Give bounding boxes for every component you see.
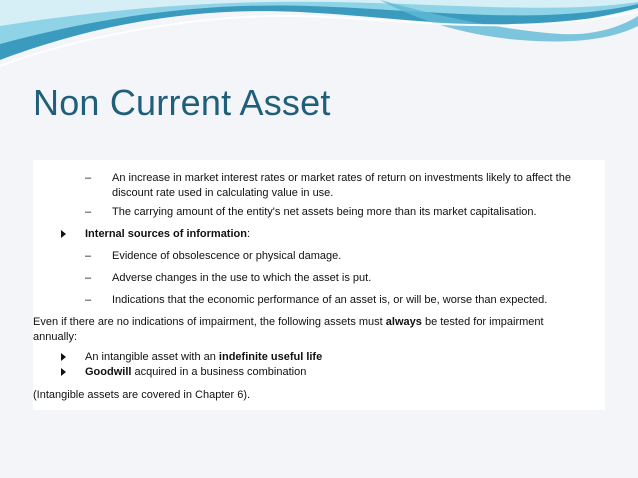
- section-heading: [85, 227, 250, 242]
- dash-marker: –: [85, 294, 92, 306]
- section-heading-colon: :: [246, 228, 251, 240]
- dash-marker: –: [85, 250, 92, 262]
- list-item-text: An increase in market interest rates or market rates of return on investments likely to affect the: [112, 172, 571, 184]
- dash-marker: –: [85, 272, 92, 284]
- paragraph-text: be tested for impairment: [421, 316, 544, 328]
- bullet-bold: indefinite useful life: [218, 351, 323, 363]
- paragraph-line2: annually:: [33, 331, 78, 343]
- list-item-text: Adverse changes in the use to which the asset is put.: [112, 272, 372, 284]
- footnote: (Intangible assets are covered in Chapter 6).: [33, 389, 251, 401]
- list-item-text: Evidence of obsolescence or physical damage.: [112, 250, 342, 262]
- paragraph-bold: always: [385, 316, 422, 328]
- section-heading-bold: Internal sources of information: [85, 228, 247, 240]
- dash-marker: –: [85, 172, 92, 184]
- header-wave-decoration: [0, 0, 638, 80]
- paragraph-text: Even if there are no indications of impairment, the following assets must: [33, 316, 386, 328]
- list-item-text: discount rate used in calculating value in use.: [112, 187, 334, 199]
- list-item-text: The carrying amount of the entity's net assets being more than its market capitalisation.: [112, 206, 537, 218]
- bullet-bold: Goodwill: [85, 366, 132, 378]
- bullet-text: An intangible asset with an: [85, 351, 219, 363]
- bullet-item: [85, 365, 306, 380]
- bullet-arrow-icon: [61, 368, 66, 376]
- dash-marker: –: [85, 206, 92, 218]
- bullet-text: acquired in a business combination: [131, 366, 307, 378]
- impairment-paragraph: [33, 315, 544, 330]
- bullet-arrow-icon: [61, 353, 66, 361]
- list-item-text: Indications that the economic performance of an asset is, or will be, worse than expected.: [112, 294, 548, 306]
- content-panel: [33, 160, 605, 410]
- slide-title: Non Current Asset: [33, 82, 331, 123]
- bullet-item: [85, 350, 322, 365]
- bullet-arrow-icon: [61, 230, 66, 238]
